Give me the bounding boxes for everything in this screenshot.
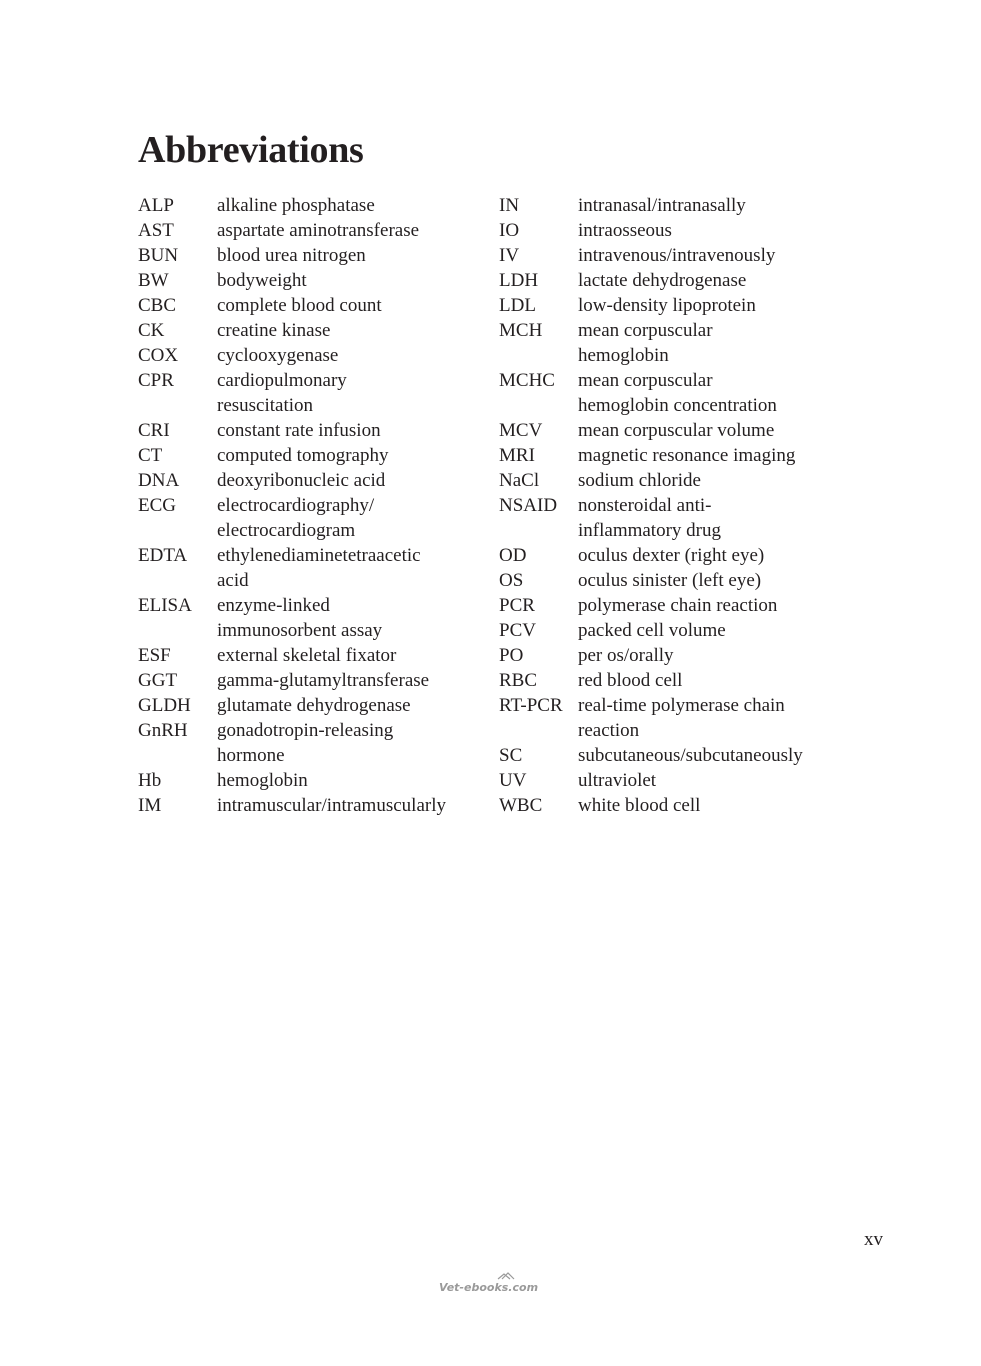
abbreviation-definition: blood urea nitrogen xyxy=(217,245,366,266)
abbreviation-entry xyxy=(499,268,849,293)
abbreviation-definition: low-density lipoprotein xyxy=(578,295,756,316)
abbreviation-term: CBC xyxy=(138,295,177,316)
abbreviation-entry xyxy=(138,768,488,793)
abbreviation-entry xyxy=(138,343,488,368)
abbreviation-term: ECG xyxy=(138,495,176,516)
abbreviation-definition: computed tomography xyxy=(217,445,389,466)
abbreviation-definition: hemoglobin xyxy=(217,770,308,791)
abbreviation-term: MCH xyxy=(499,320,543,341)
abbreviation-term: CK xyxy=(138,320,165,341)
abbreviation-definition: glutamate dehydrogenase xyxy=(217,695,411,716)
abbreviation-entry xyxy=(138,693,488,718)
watermark-logo xyxy=(438,1271,544,1297)
abbreviation-definition: real-time polymerase chain reaction xyxy=(578,695,785,741)
abbreviation-entry xyxy=(138,468,488,493)
abbreviation-entry xyxy=(499,293,849,318)
abbreviation-definition: gonadotropin-releasing hormone xyxy=(217,720,394,766)
abbreviation-definition: complete blood count xyxy=(217,295,382,316)
abbreviation-term: ESF xyxy=(138,645,171,666)
page-title: Abbreviations xyxy=(138,129,364,171)
abbreviation-definition: deoxyribonucleic acid xyxy=(217,470,386,491)
abbreviation-term: LDH xyxy=(499,270,539,291)
abbreviation-term: GnRH xyxy=(138,720,188,741)
abbreviation-entry xyxy=(138,643,488,668)
abbreviation-entry xyxy=(138,293,488,318)
abbreviation-term: LDL xyxy=(499,295,536,316)
abbreviation-entry xyxy=(499,468,849,493)
abbreviation-term: IM xyxy=(138,795,162,816)
book-icon xyxy=(498,1273,514,1279)
abbreviation-entry xyxy=(138,543,488,593)
abbreviation-term: WBC xyxy=(499,795,543,816)
abbreviation-definition: cardiopulmonary resuscitation xyxy=(217,370,347,416)
abbreviation-term: OD xyxy=(499,545,527,566)
abbreviation-term: MRI xyxy=(499,445,535,466)
abbreviation-definition: mean corpuscular volume xyxy=(578,420,775,441)
abbreviation-definition: intraosseous xyxy=(578,220,672,241)
abbreviation-entry xyxy=(499,318,849,368)
abbreviation-term: CT xyxy=(138,445,163,466)
abbreviation-term: RT-PCR xyxy=(499,695,563,716)
abbreviation-entry xyxy=(138,668,488,693)
abbreviation-definition: cyclooxygenase xyxy=(217,345,339,366)
abbreviation-term: NSAID xyxy=(499,495,558,516)
abbreviation-entry xyxy=(499,368,849,418)
abbreviation-term: PCR xyxy=(499,595,535,616)
abbreviation-definition: oculus sinister (left eye) xyxy=(578,570,762,591)
abbreviation-entry xyxy=(138,718,488,768)
abbreviation-term: IV xyxy=(499,245,520,266)
abbreviation-term: GLDH xyxy=(138,695,191,716)
abbreviation-entry xyxy=(138,493,488,543)
abbreviation-term: COX xyxy=(138,345,179,366)
abbreviation-definition: enzyme-linked immunosorbent assay xyxy=(217,595,383,641)
abbreviation-term: ELISA xyxy=(138,595,192,616)
abbreviation-definition: polymerase chain reaction xyxy=(578,595,778,616)
abbreviation-definition: intravenous/intravenously xyxy=(578,245,776,266)
abbreviation-term: CRI xyxy=(138,420,170,441)
abbreviation-definition: mean corpuscular hemoglobin concentration xyxy=(578,370,777,416)
abbreviation-definition: external skeletal fixator xyxy=(217,645,397,666)
abbreviation-entry xyxy=(499,618,849,643)
abbreviation-definition: lactate dehydrogenase xyxy=(578,270,747,291)
abbreviation-entry xyxy=(499,543,849,568)
abbreviation-entry xyxy=(138,418,488,443)
abbreviation-entry xyxy=(499,493,849,543)
abbreviation-term: MCHC xyxy=(499,370,555,391)
abbreviation-list-right xyxy=(499,193,849,818)
abbreviation-entry xyxy=(138,368,488,418)
abbreviation-definition: ultraviolet xyxy=(578,770,657,791)
abbreviation-definition: mean corpuscular hemoglobin xyxy=(578,320,713,366)
abbreviation-entry xyxy=(138,243,488,268)
abbreviation-term: IO xyxy=(499,220,520,241)
abbreviation-term: NaCl xyxy=(499,470,540,491)
abbreviation-term: EDTA xyxy=(138,545,188,566)
abbreviation-definition: bodyweight xyxy=(217,270,307,291)
abbreviation-term: UV xyxy=(499,770,527,791)
abbreviation-definition: gamma-glutamyltransferase xyxy=(217,670,430,691)
abbreviation-entry xyxy=(138,218,488,243)
abbreviation-term: SC xyxy=(499,745,523,766)
abbreviation-entry xyxy=(499,693,849,743)
abbreviation-term: CPR xyxy=(138,370,174,391)
abbreviation-entry xyxy=(499,418,849,443)
abbreviation-definition: aspartate aminotransferase xyxy=(217,220,420,241)
abbreviation-entry xyxy=(499,643,849,668)
abbreviation-term: BUN xyxy=(138,245,179,266)
abbreviation-term: OS xyxy=(499,570,524,591)
abbreviation-entry xyxy=(138,193,488,218)
abbreviation-term: AST xyxy=(138,220,174,241)
abbreviation-definition: intramuscular/intramuscularly xyxy=(217,795,446,816)
abbreviation-definition: ethylenediaminetetraacetic acid xyxy=(217,545,421,591)
abbreviation-definition: red blood cell xyxy=(578,670,683,691)
abbreviation-entry xyxy=(499,768,849,793)
abbreviation-entry xyxy=(138,593,488,643)
abbreviation-term: GGT xyxy=(138,670,178,691)
abbreviation-entry xyxy=(499,793,849,818)
abbreviation-definition: white blood cell xyxy=(578,795,701,816)
abbreviation-list-left xyxy=(138,193,488,818)
abbreviation-term: IN xyxy=(499,195,520,216)
abbreviation-entry xyxy=(138,443,488,468)
abbreviation-definition: constant rate infusion xyxy=(217,420,381,441)
abbreviation-term: Hb xyxy=(138,770,162,791)
abbreviation-definition: electrocardiography/ electrocardiogram xyxy=(217,495,375,541)
abbreviation-entry xyxy=(138,318,488,343)
abbreviation-definition: magnetic resonance imaging xyxy=(578,445,796,466)
abbreviation-term: DNA xyxy=(138,470,180,491)
abbreviation-entry xyxy=(499,443,849,468)
abbreviation-definition: sodium chloride xyxy=(578,470,701,491)
page-number: xv xyxy=(864,1229,883,1250)
abbreviation-entry xyxy=(499,568,849,593)
watermark-text: Vet-ebooks.com xyxy=(439,1281,539,1294)
abbreviation-entry xyxy=(499,218,849,243)
abbreviation-term: RBC xyxy=(499,670,538,691)
abbreviation-definition: nonsteroidal anti- inflammatory drug xyxy=(578,495,721,541)
abbreviation-entry xyxy=(499,193,849,218)
abbreviation-definition: creatine kinase xyxy=(217,320,331,341)
abbreviation-term: PCV xyxy=(499,620,536,641)
abbreviation-term: BW xyxy=(138,270,169,291)
abbreviation-definition: alkaline phosphatase xyxy=(217,195,375,216)
abbreviation-entry xyxy=(499,668,849,693)
abbreviation-term: PO xyxy=(499,645,524,666)
abbreviation-definition: intranasal/intranasally xyxy=(578,195,746,216)
abbreviation-term: MCV xyxy=(499,420,543,441)
abbreviation-entry xyxy=(138,268,488,293)
abbreviation-entry xyxy=(499,743,849,768)
abbreviation-definition: subcutaneous/subcutaneously xyxy=(578,745,803,766)
abbreviation-definition: oculus dexter (right eye) xyxy=(578,545,765,566)
abbreviation-entry xyxy=(499,243,849,268)
abbreviation-entry xyxy=(138,793,488,818)
abbreviation-definition: per os/orally xyxy=(578,645,674,666)
abbreviation-term: ALP xyxy=(138,195,174,216)
abbreviation-definition: packed cell volume xyxy=(578,620,726,641)
abbreviation-entry xyxy=(499,593,849,618)
